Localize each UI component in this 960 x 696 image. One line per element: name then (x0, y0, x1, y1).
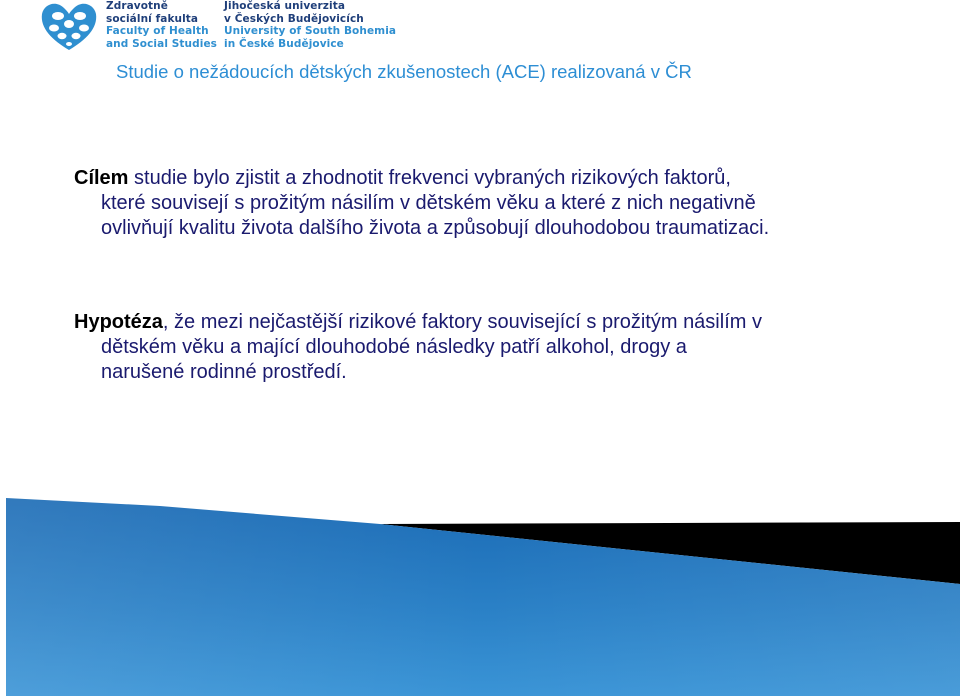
faculty-name-en-line1: Faculty of Health (106, 25, 209, 38)
goal-line-2: které souvisejí s prožitým násilím v dětském věku a které z nich negativně (101, 192, 756, 214)
goal-paragraph (74, 166, 934, 241)
university-name-en-line2: in České Budějovice (224, 37, 344, 50)
university-name (224, 0, 396, 50)
hypothesis-lead: Hypotéza (74, 311, 163, 333)
hypothesis-line-3: narušené rodinné prostředí. (101, 361, 347, 383)
faculty-name-cz-line1: Zdravotně (106, 0, 168, 12)
goal-line-1 (74, 166, 934, 191)
university-name-en-line1: University of South Bohemia (224, 25, 397, 38)
faculty-name (106, 0, 217, 50)
hypothesis-paragraph (74, 310, 934, 385)
university-logo (38, 0, 100, 54)
university-name-cz-line1: Jihočeská univerzita (224, 0, 346, 12)
hypothesis-line-2: dětském věku a mající dlouhodobé následky patří alkohol, drogy a (101, 336, 687, 358)
goal-line-3: ovlivňují kvalitu života dalšího života a způsobují dlouhodobou traumatizaci. (101, 217, 770, 239)
slide-subtitle: Studie o nežádoucích dětských zkušenostech (ACE) realizovaná v ČR (116, 61, 692, 82)
faculty-name-cz-line2: sociální fakulta (106, 12, 199, 25)
hypothesis-line-1 (74, 310, 934, 335)
decorative-bottom-band (0, 496, 960, 696)
goal-lead: Cílem (74, 167, 129, 189)
goal-line-1-text: studie bylo zjistit a zhodnotit frekvenci vybraných rizikových faktorů, (128, 167, 731, 189)
hypothesis-line-1-text: , že mezi nejčastější rizikové faktory související s prožitým násilím v (162, 311, 762, 333)
heart-petal-logo-icon (38, 0, 100, 54)
faculty-name-en-line2: and Social Studies (106, 37, 218, 50)
university-name-cz-line2: v Českých Budějovicích (224, 12, 364, 25)
